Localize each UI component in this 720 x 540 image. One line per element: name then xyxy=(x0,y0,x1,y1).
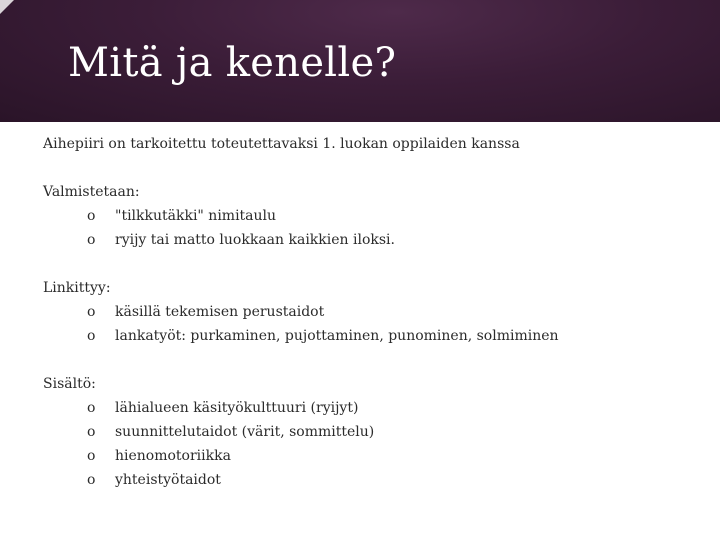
list-item xyxy=(43,420,703,444)
spacer xyxy=(43,156,703,180)
list-item xyxy=(43,444,703,468)
bullet-marker: o xyxy=(87,448,96,464)
spacer xyxy=(43,252,703,276)
section-heading-valmistetaan: Valmistetaan: xyxy=(43,184,140,200)
list-item-text: "tilkkutäkki" nimitaulu xyxy=(115,208,277,224)
list-item-text: suunnittelutaidot (värit, sommittelu) xyxy=(115,424,375,440)
list-item xyxy=(43,396,703,420)
intro-text: Aihepiiri on tarkoitettu toteutettavaksi 1. luokan oppilaiden kanssa xyxy=(43,136,520,152)
bullet-marker: o xyxy=(87,472,96,488)
slide-title: Mitä ja kenelle? xyxy=(68,40,397,86)
list-item xyxy=(43,300,703,324)
list-item xyxy=(43,324,703,348)
bullet-marker: o xyxy=(87,232,96,248)
list-item xyxy=(43,204,703,228)
section-heading-sisalto: Sisältö: xyxy=(43,376,96,392)
section-heading-linkittyy: Linkittyy: xyxy=(43,280,111,296)
page-corner-fold xyxy=(0,0,14,14)
bullet-marker: o xyxy=(87,208,96,224)
bullet-marker: o xyxy=(87,424,96,440)
list-item-text: ryijy tai matto luokkaan kaikkien iloksi. xyxy=(115,232,395,248)
bullet-marker: o xyxy=(87,400,96,416)
slide-body xyxy=(43,132,703,492)
bullet-marker: o xyxy=(87,304,96,320)
list-item-text: käsillä tekemisen perustaidot xyxy=(115,304,325,320)
list-item-text: lankatyöt: purkaminen, pujottaminen, punominen, solmiminen xyxy=(115,328,559,344)
list-item-text: yhteistyötaidot xyxy=(115,472,221,488)
list-item xyxy=(43,468,703,492)
spacer xyxy=(43,348,703,372)
list-item-text: lähialueen käsityökulttuuri (ryijyt) xyxy=(115,400,359,416)
list-item-text: hienomotoriikka xyxy=(115,448,231,464)
list-item xyxy=(43,228,703,252)
bullet-marker: o xyxy=(87,328,96,344)
